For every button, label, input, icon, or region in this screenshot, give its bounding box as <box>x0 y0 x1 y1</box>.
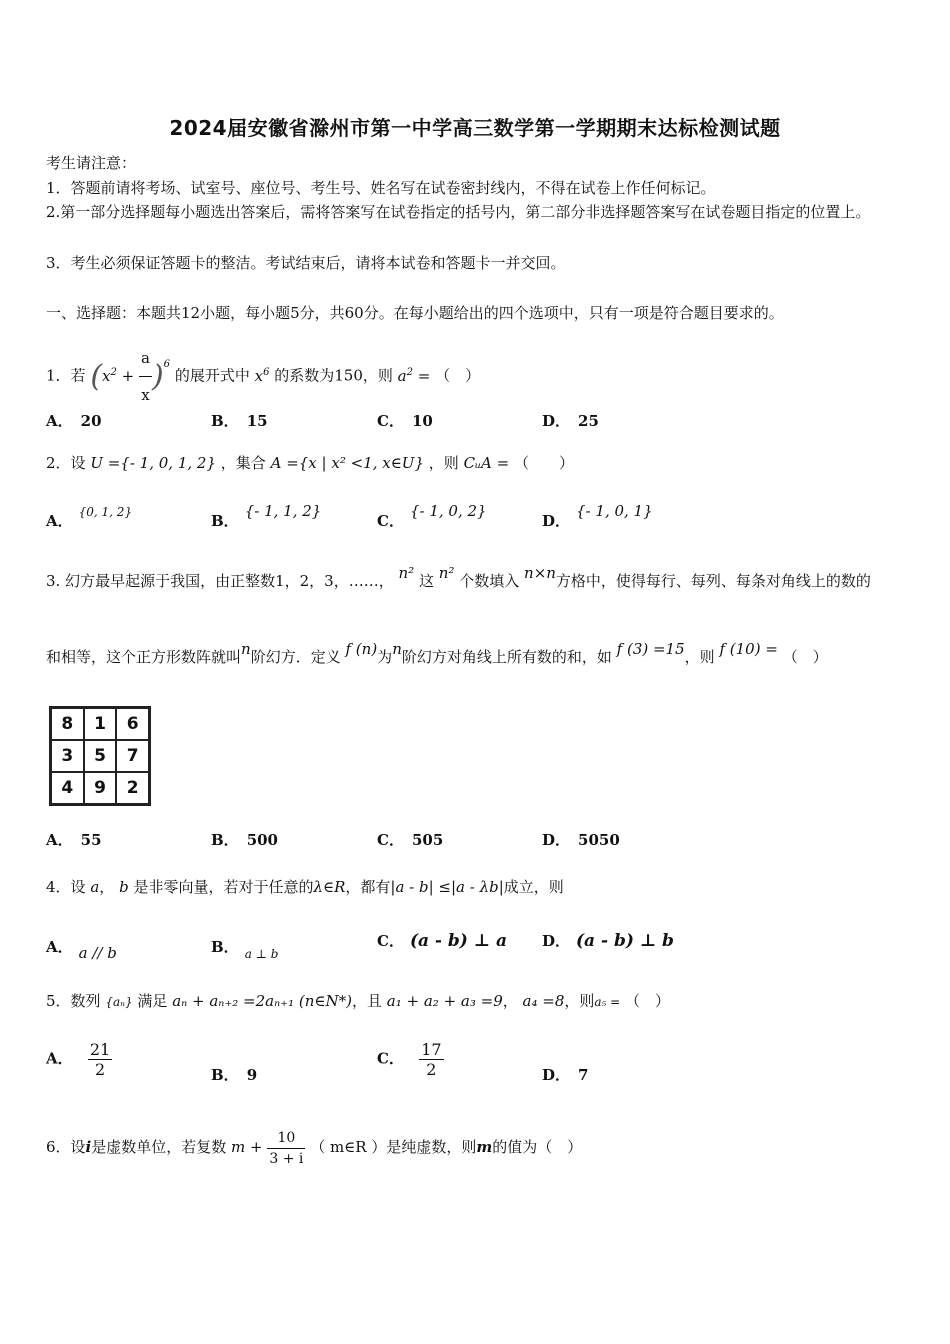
q5-comma: ， <box>502 992 518 1010</box>
question-3-line-1 <box>46 564 871 591</box>
q2-post: （ ） <box>514 454 575 472</box>
q5-mid2: ，且 <box>351 992 382 1010</box>
q4-vector-b: b <box>119 878 129 896</box>
q3-text-a: 3. 幻方最早起源于我国，由正整数1，2，3，……， <box>46 572 394 590</box>
q5-a5: a₅ = <box>594 995 621 1009</box>
q6-mid: 是虚数单位，若复数 <box>91 1138 227 1156</box>
q5-option-b[interactable]: B． 9 <box>211 1066 258 1084</box>
q2-option-a[interactable]: A． $^{\{0, 1, 2\}}$ <box>46 505 133 530</box>
q3-text-b: 这 <box>418 572 434 590</box>
q1-option-a[interactable]: A． 20 <box>46 412 102 430</box>
q4-pre: 4．设 <box>46 878 86 896</box>
q6-m-plus: m + <box>231 1138 263 1156</box>
q4-mid: 是非零向量，若对于任意的 <box>133 878 314 896</box>
q3-text-e: 和相等，这个正方形数阵就叫 <box>46 648 242 666</box>
notice-item-2: 2.第一部分选择题每小题选出答案后，需将答案写在试卷指定的括号内，第二部分非选择题答案写在试卷题目指定的位置上。 <box>46 203 871 221</box>
q1-binomial: ($x^2$ + $\frac{a}{x}$ )$^6$ <box>90 367 175 385</box>
question-6 <box>46 1124 582 1170</box>
q4-option-c[interactable]: C． (a - b) ⊥ a <box>377 931 508 951</box>
q2-option-c[interactable]: C．{- 1, 0, 2} <box>377 502 487 530</box>
q4-vector-a: a <box>90 878 100 896</box>
q5-option-a[interactable]: A． $\frac{21}{2}$ <box>46 1040 111 1079</box>
q5-pre: 5．数列 <box>46 992 101 1010</box>
q2-option-b[interactable]: B．{- 1, 1, 2} <box>211 502 322 530</box>
q1-mid: 的展开式中 <box>174 366 250 385</box>
q3-text-i: ，则 <box>684 648 715 666</box>
question-4 <box>46 876 564 897</box>
q3-n-squared-2: n² <box>438 564 455 582</box>
q4-option-d[interactable]: D． (a - b) ⊥ b <box>542 931 674 951</box>
page-title: 2024届安徽省滁州市第一中学高三数学第一学期期末达标检测试题 <box>169 116 781 140</box>
magic-square-cell: 5 <box>84 740 117 772</box>
q2-complement: CᵤA = <box>463 454 510 472</box>
question-3-line-2 <box>46 640 828 667</box>
q5-option-c[interactable]: C． $\frac{17}{2}$ <box>377 1040 442 1079</box>
q6-m: m <box>476 1138 493 1156</box>
magic-square-cell: 9 <box>84 772 117 804</box>
q3-option-b[interactable]: B． 500 <box>211 831 278 849</box>
notice-item-3: 3．考生必须保证答题卡的整洁。考试结束后，请将本试卷和答题卡一并交回。 <box>46 254 566 272</box>
q5-a4: a₄ =8 <box>522 992 565 1010</box>
magic-square-cell: 4 <box>51 772 84 804</box>
magic-square-cell: 1 <box>84 708 117 740</box>
q1-target: $a^2$ = <box>397 366 431 385</box>
q4-option-b[interactable]: B． $_{a \perp b}$ <box>211 938 279 961</box>
q6-fraction: $\frac{10}{3 + i}$ <box>269 1129 304 1167</box>
magic-square-cell: 2 <box>116 772 149 804</box>
q3-text-g: 为 <box>377 648 393 666</box>
q3-text-j: （ ） <box>782 648 828 666</box>
q6-post: 的值为（ ） <box>492 1138 583 1156</box>
q4-option-a[interactable]: A． a // b <box>46 938 117 962</box>
question-2 <box>46 452 574 473</box>
q3-n-by-n: n×n <box>524 564 556 582</box>
q1-term: $x^6$ <box>254 366 270 385</box>
q3-n-2: n <box>392 640 402 658</box>
q5-mid3: ，则 <box>564 992 595 1010</box>
q2-option-d[interactable]: D．{- 1, 0, 1} <box>542 502 653 530</box>
q3-f10: f (10) = <box>719 640 778 658</box>
magic-square-cell: 6 <box>116 708 149 740</box>
magic-square-cell: 3 <box>51 740 84 772</box>
q3-text-d: 方格中，使得每行、每列、每条对角线上的数的 <box>555 572 871 590</box>
q5-sequence: {aₙ} <box>105 995 133 1009</box>
q3-text-h: 阶幻方对角线上所有数的和，如 <box>401 648 612 666</box>
q5-mid: 满足 <box>137 992 168 1010</box>
q6-i: i <box>85 1138 92 1156</box>
q4-mid2: ，都有 <box>345 878 391 896</box>
q1-option-d[interactable]: D． 25 <box>542 412 599 430</box>
notice-item-1: 1．答题前请将考场、试室号、座位号、考生号、姓名写在试卷密封线内，不得在试卷上作任何标记。 <box>46 179 716 197</box>
q5-sum: a₁ + a₂ + a₃ =9 <box>386 992 503 1010</box>
q5-option-d[interactable]: D． 7 <box>542 1066 589 1084</box>
q4-post: 成立，则 <box>503 878 564 896</box>
section-heading: 一、选择题：本题共12小题，每小题5分，共60分。在每小题给出的四个选项中，只有一项是符合题目要求的。 <box>46 304 784 322</box>
q1-post: （ ） <box>435 366 481 385</box>
q1-option-b[interactable]: B． 15 <box>211 412 268 430</box>
q6-mid2: 是纯虚数，则 <box>386 1138 477 1156</box>
q3-text-f: 阶幻方．定义 <box>250 648 341 666</box>
q2-mid: ，集合 <box>220 454 266 472</box>
q1-pre: 1．若 <box>46 366 86 385</box>
question-5 <box>46 990 670 1011</box>
q3-fn: f (n) <box>345 640 378 658</box>
q3-option-c[interactable]: C． 505 <box>377 831 444 849</box>
q6-pre: 6．设 <box>46 1138 86 1156</box>
q2-set-u: U ={- 1, 0, 1, 2} <box>90 454 217 472</box>
q1-option-c[interactable]: C． 10 <box>377 412 433 430</box>
q3-n-squared: n² <box>398 564 415 582</box>
q5-post: （ ） <box>625 992 671 1010</box>
question-1 <box>46 340 481 404</box>
magic-square-cell: 7 <box>116 740 149 772</box>
q4-lambda: λ∈R <box>313 878 346 896</box>
q6-condition: （ m∈R ） <box>310 1138 387 1156</box>
q4-inequality: |a - b| ≤|a - λb| <box>390 878 504 896</box>
q3-option-a[interactable]: A． 55 <box>46 831 102 849</box>
q5-relation: aₙ + aₙ₊₂ =2aₙ₊₁ (n∈N*) <box>172 992 352 1010</box>
q4-comma: ， <box>99 878 115 896</box>
q2-set-a: A ={x | x² <1, x∈U} <box>270 454 424 472</box>
q3-text-c: 个数填入 <box>459 572 520 590</box>
q2-mid2: ，则 <box>428 454 459 472</box>
magic-square <box>49 706 151 806</box>
q2-pre: 2．设 <box>46 454 86 472</box>
q3-f3: f (3) =15 <box>616 640 685 658</box>
q1-mid2: 的系数为150，则 <box>274 366 393 385</box>
q3-option-d[interactable]: D． 5050 <box>542 831 620 849</box>
magic-square-cell: 8 <box>51 708 84 740</box>
notice-heading: 考生请注意： <box>46 154 137 172</box>
q3-n-1: n <box>241 640 251 658</box>
